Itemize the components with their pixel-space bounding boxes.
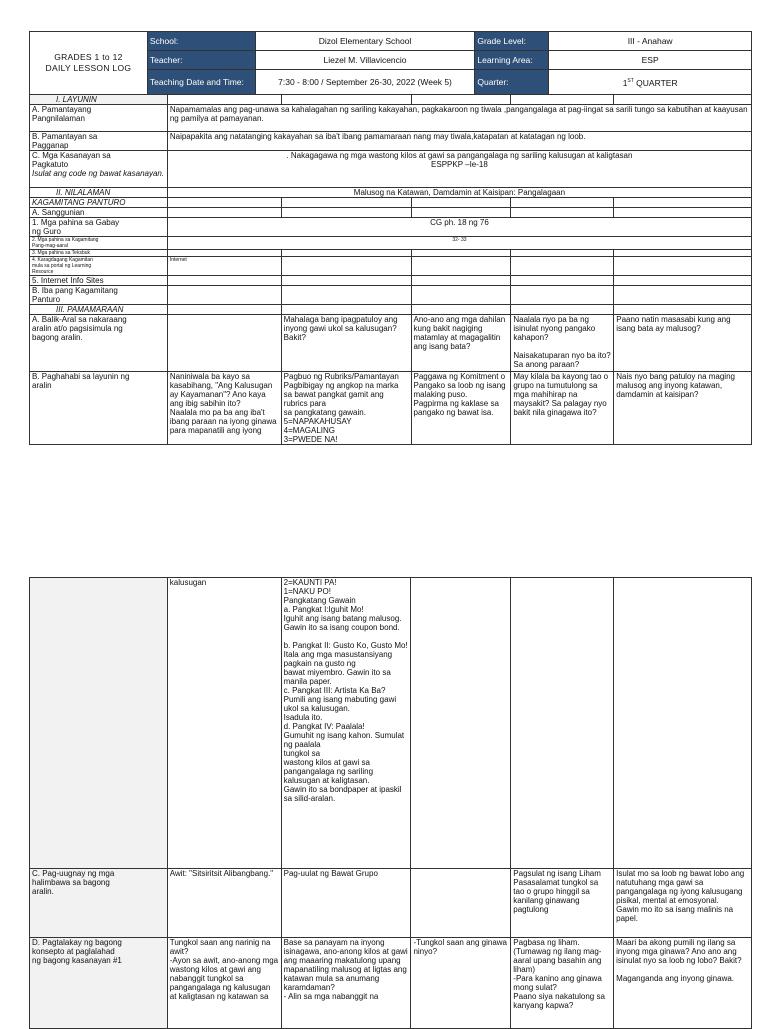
balik-aral-day3: Ano-ano ang mga dahilan kung bakit nagiging matamlay at magagalitin ang isang bata? bbox=[411, 315, 511, 372]
school-label: School: bbox=[147, 32, 255, 51]
kagamitang-mag-aaral-text: 32- 33 bbox=[167, 237, 751, 250]
karagdagang-kagamitan-text: Internet bbox=[167, 257, 281, 276]
paghahabi-day3: Paggawa ng Komitment o Pangako sa loob ng isang malaking puso. Pagpirma ng kaklase sa pangako ng bawat isa. bbox=[411, 372, 511, 445]
kasanayan-note: Isulat ang code ng bawat kasanayan. bbox=[32, 169, 165, 178]
school-value: Dizol Elementary School bbox=[255, 32, 475, 51]
teksbuk-label: 3. Mga pahina sa Teksbuk bbox=[30, 250, 168, 257]
pamantayang-pangnilalaman-label: A. Pamantayang Pangnilalaman bbox=[30, 105, 168, 132]
gabay-guro-label: 1. Mga pahina sa Gabay ng Guro bbox=[30, 218, 168, 237]
pag-uugnay-day5: Isulat mo sa loob ng bawat lobo ang natutuhang mga gawi sa pangangalaga ng iyong kalusugang pisikal, mental at emosyonal. Gawin mo ito sa isang malinis na papel. bbox=[614, 869, 752, 938]
pagtalakay-day1: Tungkol saan ang narinig na awit? -Ayon sa awit, ano-anong mga wastong kilos at gawi ang nabanggit tungkol sa pangangalaga ng kalusugan at kaligtasan ng katawan sa bbox=[167, 938, 281, 1029]
lesson-table-page2 bbox=[29, 577, 752, 1029]
pag-uugnay-day4: Pagsulat ng isang Liham Pasasalamat tungkol sa tao o grupo hinggil sa kanilang ginawang pagtulong bbox=[511, 869, 614, 938]
pagtalakay-day3: -Tungkol saan ang ginawa ninyo? bbox=[411, 938, 511, 1029]
paghahabi-day1-cont: kalusugan bbox=[167, 578, 281, 869]
teacher-value: Liezel M. Villavicencio bbox=[255, 51, 475, 70]
grade-value: III - Anahaw bbox=[549, 32, 752, 51]
kasanayan-text-cell bbox=[167, 151, 751, 188]
paghahabi-day2-cont: 2=KAUNTI PA! 1=NAKU PO! Pangkatang Gawain a. Pangkat I:Iguhit Mo! Iguhit ang isang batang malusog. Gawin ito sa isang coupon bond. b. Pangkat II: Gusto Ko, Gusto Mo! Itala ang mga masustansiyang pagkain na gusto ng bawat miyembro. Gawin ito sa manila paper. c. Pangkat III: Artista Ka Ba? Pumili ang isang mabuting gawi ukol sa kalusugan. Isadula ito. d. Pangkat IV: Paalala! Gumuhit ng isang kahon. Sumulat ng paalala tungkol sa wastong kilos at gawi sa pangangalaga ng sariling kalusugan at kaligtasan. Gawin ito sa bondpaper at ipaskil sa silid-aralan. bbox=[281, 578, 411, 869]
pamantayan-pagganap-text: Naipapakita ang natatanging kakayahan sa iba't ibang pamamaraan nang may tiwala,katapatan at katatagan ng loob. bbox=[167, 132, 751, 151]
pagtalakay-day2: Base sa panayam na inyong isinagawa, ano-anong kilos at gawi ang maaaring makatulong upang mapanatiling malusog at ligtas ang katawan mula sa anumang karamdaman? - Alin sa mga nabanggit na bbox=[281, 938, 411, 1029]
kagamitang-mag-aaral-label: 2. Mga pahina sa Kagamitang Pang-mag-aaral bbox=[30, 237, 168, 250]
quarter-label: Quarter: bbox=[475, 70, 549, 95]
karagdagang-kagamitan-label: 4. Karagdagang Kagamitan mula sa portal ng Learning Resource bbox=[30, 257, 168, 276]
pagtalakay-label: D. Pagtalakay ng bagong konsepto at paglalahad ng bagong kasanayan #1 bbox=[30, 938, 168, 1029]
pamamaraan-heading: III. PAMAMARAAN bbox=[30, 305, 168, 315]
kasanayan-code: ESPPKP –Ie-18 bbox=[431, 160, 488, 169]
paghahabi-day2: Pagbuo ng Rubriks/Pamantayan Pagbibigay ng angkop na marka sa bawat pangkat gamit ang rubrics para sa pangkatang gawain. 5=NAPAKAHUSAY 4=MAGALING 3=PWEDE NA! bbox=[281, 372, 411, 445]
area-value: ESP bbox=[549, 51, 752, 70]
date-value: 7:30 - 8:00 / September 26-30, 2022 (Week 5) bbox=[255, 70, 475, 95]
paghahabi-day1: Naniniwala ba kayo sa kasabihang, "Ang Kalusugan ay Kayamanan"? Ano kaya ang ibig sabihin ito? Naalala mo pa ba ang iba't ibang paraan na iyong ginawa para mapanatili ang iyong bbox=[167, 372, 281, 445]
area-label: Learning Area: bbox=[475, 51, 549, 70]
balik-aral-label: A. Balik-Aral sa nakaraang aralin at/o pagsisimula ng bagong aralin. bbox=[30, 315, 168, 372]
sanggunian-label: A. Sanggunian bbox=[30, 208, 168, 218]
pag-uugnay-label: C. Pag-uugnay ng mga halimbawa sa bagong aralin. bbox=[30, 869, 168, 938]
iba-pang-kagamitan-label: B. Iba pang Kagamitang Panturo bbox=[30, 286, 168, 305]
paghahabi-day4: May kilala ba kayong tao o grupo na tumutulong sa mga mahihirap na maysakit? Sa palagay nyo bakit nila ginagawa ito? bbox=[511, 372, 614, 445]
paghahabi-day5: Nais nyo bang patuloy na maging malusog ang inyong katawan, damdamin at kaisipan? bbox=[614, 372, 752, 445]
gabay-guro-text: CG ph. 18 ng 76 bbox=[167, 218, 751, 237]
quarter-value: 1ST QUARTER bbox=[549, 70, 752, 95]
nilalaman-heading: II. NILALAMAN bbox=[30, 188, 168, 198]
kasanayan-label: C. Mga Kasanayan sa Pagkatuto bbox=[32, 151, 111, 169]
layunin-heading: I. LAYUNIN bbox=[30, 95, 168, 105]
balik-aral-day2: Mahalaga bang ipagpatuloy ang inyong gawi ukol sa kalusugan? Bakit? bbox=[281, 315, 411, 372]
paghahabi-label: B. Paghahabi sa layunin ng aralin bbox=[30, 372, 168, 445]
nilalaman-text: Malusog na Katawan, Damdamin at Kaisipan: Pangalagaan bbox=[167, 188, 751, 198]
pag-uugnay-day1: Awit: "Sitsiritsit Alibangbang." bbox=[167, 869, 281, 938]
pagtalakay-day4: Pagbasa ng liham. (Tumawag ng ilang mag-aaral upang basahin ang liham) -Para kanino ang ginawa mong sulat? Paano siya nakatulong sa kanyang kapwa? bbox=[511, 938, 614, 1029]
teacher-label: Teacher: bbox=[147, 51, 255, 70]
balik-aral-day5: Paano natin masasabi kung ang isang bata ay malusog? bbox=[614, 315, 752, 372]
kasanayan-label-cell bbox=[30, 151, 168, 188]
kagamitan-heading: KAGAMITANG PANTURO bbox=[30, 198, 168, 208]
balik-aral-day4: Naalala nyo pa ba ng isinulat nyong pangako kahapon? Naisakatuparan nyo ba ito? Sa anong paraan? bbox=[511, 315, 614, 372]
lesson-table-page1 bbox=[29, 94, 752, 445]
dll-title: GRADES 1 to 12 DAILY LESSON LOG bbox=[30, 32, 148, 95]
date-label: Teaching Date and Time: bbox=[147, 70, 255, 95]
pamantayang-pangnilalaman-text: Napamamalas ang pag-unawa sa kahalagahan ng sariling kakayahan, pagkakaroon ng tiwala ,pangangalaga at pag-iingat sa sarili tungo sa kabutihan at kaayusan ng pamilya at pamayanan. bbox=[167, 105, 751, 132]
internet-sites-label: 5. Internet Info Sites bbox=[30, 276, 168, 286]
grade-label: Grade Level: bbox=[475, 32, 549, 51]
pag-uugnay-day2: Pag-uulat ng Bawat Grupo bbox=[281, 869, 411, 938]
kasanayan-text: . Nakagagawa ng mga wastong kilos at gawi sa pangangalaga ng sariling kalusugan at kaligtasan bbox=[286, 151, 633, 160]
header-table bbox=[29, 31, 752, 95]
pagtalakay-day5: Maari ba akong pumili ng ilang sa inyong mga ginawa? Ano ano ang isinulat nyo sa loob ng lobo? Bakit? Maganganda ang inyong ginawa. bbox=[614, 938, 752, 1029]
pamantayan-pagganap-label: B. Pamantayan sa Pagganap bbox=[30, 132, 168, 151]
